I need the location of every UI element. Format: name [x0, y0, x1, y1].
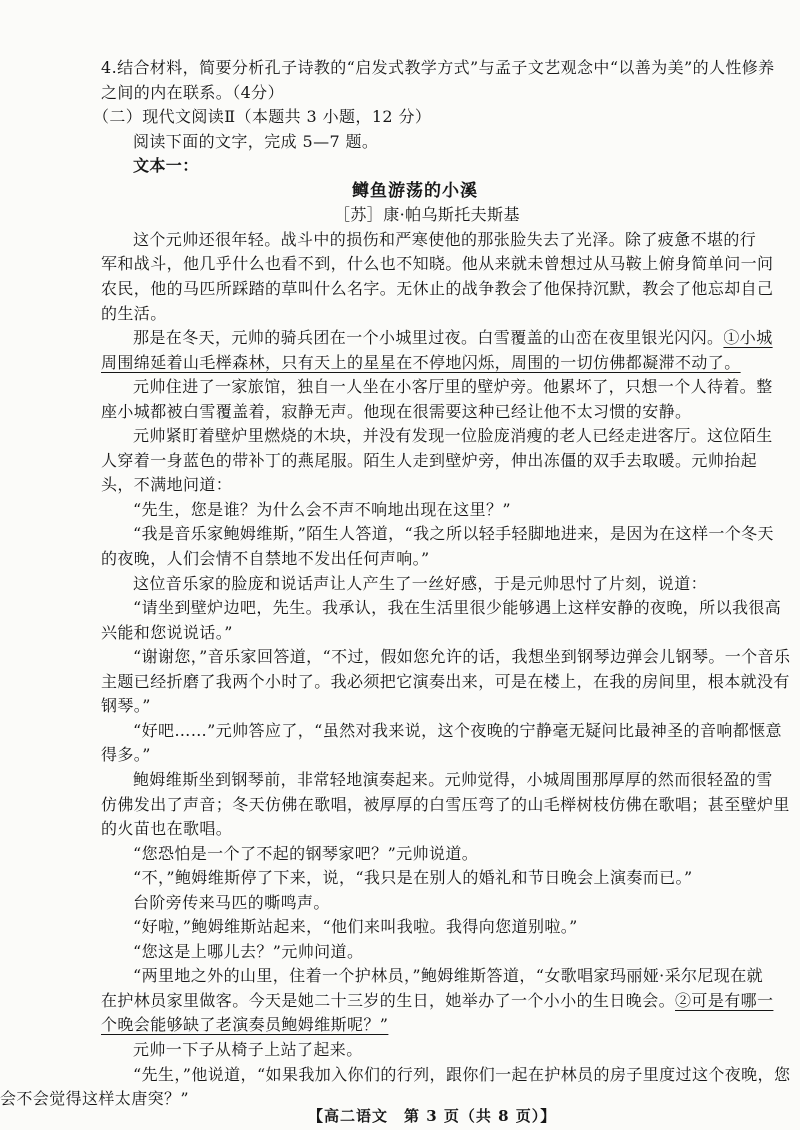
paragraph-line: 兴能和您说说话。” [101, 622, 233, 642]
paragraph-line: 座小城都被白雪覆盖着，寂静无声。他现在很需要这种已经让他不太习惯的安静。 [101, 401, 692, 421]
paragraph-line [133, 326, 773, 350]
paragraph-line: 主题已经折磨了我两个小时了。我必须把它演奏出来，可是在楼上，在我的房间里，根本就没有 [101, 671, 790, 691]
paragraph-line: 头，不满地问道： [101, 475, 233, 495]
paragraph-line [101, 989, 773, 1013]
underlined-sentence-1: ①小城 [723, 328, 773, 348]
section-heading: （二）现代文阅读Ⅱ（本题共 3 小题，12 分） [93, 107, 432, 127]
paragraph-line: 的夜晚，人们会情不自禁地不发出任何声响。” [101, 549, 430, 568]
question-4-line-2: 之间的内在联系。（4分） [101, 82, 284, 102]
paragraph-line: 人穿着一身蓝色的带补丁的燕尾服。陌生人走到壁炉旁，伸出冻僵的双手去取暖。元帅抬起 [101, 450, 758, 470]
paragraph-line: 军和战斗，他几乎什么也看不到，什么也不知晓。他从来就未曾想过从马鞍上俯身简单问一问 [101, 254, 774, 274]
reading-instruction: 阅读下面的文字，完成 5—7 题。 [133, 131, 379, 151]
paragraph-line: 元帅一下子从椅子上站了起来。 [133, 1040, 363, 1059]
paragraph-line: “先生，您是谁？为什么会不声不响地出现在这里？” [133, 499, 511, 519]
text-one-label: 文本一： [133, 156, 199, 176]
paragraph-line: 钢琴。” [101, 696, 151, 716]
article-title: 鳟鱼游荡的小溪 [352, 180, 478, 201]
paragraph-line: 这个元帅还很年轻。战斗中的损伤和严寒使他的那张脸失去了光泽。除了疲惫不堪的行 [133, 229, 757, 249]
paragraph-line: “好啦，”鲍姆维斯站起来，“他们来叫我啦。我得向您道别啦。” [133, 917, 578, 937]
paragraph-line: “不，”鲍姆维斯停了下来，说，“我只是在别人的婚礼和节日晚会上演奏而已。” [133, 868, 693, 888]
paragraph-line: 元帅住进了一家旅馆，独自一人坐在小客厅里的壁炉旁。他累坏了，只想一个人待着。整 [133, 377, 773, 397]
paragraph-line: 鲍姆维斯坐到钢琴前，非常轻地演奏起来。元帅觉得，小城周围那厚厚的然而很轻盈的雪 [133, 769, 773, 789]
paragraph-text: 那是在冬天，元帅的骑兵团在一个小城里过夜。白雪覆盖的山峦在夜里银光闪闪。 [133, 328, 724, 348]
paragraph-line: 这位音乐家的脸庞和说话声让人产生了一丝好感，于是元帅思忖了片刻，说道： [133, 573, 708, 593]
paragraph-line: “好吧……”元帅答应了，“虽然对我来说，这个夜晚的宁静毫无疑问比最神圣的音响都惬意 [133, 720, 782, 740]
underlined-sentence-2-cont: 个晚会能够缺了老演奏员鲍姆维斯呢？” [101, 1015, 389, 1035]
underlined-sentence-1-cont: 周围绵延着山毛榉森林，只有天上的星星在不停地闪烁，周围的一切仿佛都凝滞不动了。 [101, 352, 741, 372]
paragraph-line: “两里地之外的山里，住着一个护林员，”鲍姆维斯答道，“女歌唱家玛丽娅·采尔尼现在就 [133, 966, 764, 986]
paragraph-line: 仿佛发出了声音；冬天仿佛在歌唱，被厚厚的白雪压弯了的山毛榉树枝仿佛在歌唱；甚至壁炉里 [101, 794, 790, 814]
underlined-sentence-2: ②可是有哪一 [675, 990, 774, 1010]
question-4-line-1: 4.结合材料，简要分析孔子诗教的“启发式教学方式”与孟子文艺观念中“以善为美”的人性修养 [101, 58, 775, 77]
paragraph-line: “您恐怕是一个了不起的钢琴家吧？”元帅说道。 [133, 843, 479, 863]
paragraph-line: “谢谢您，”音乐家回答道，“不过，假如您允许的话，我想坐到钢琴边弹会儿钢琴。一个音乐 [133, 647, 791, 667]
article-author: ［苏］康·帕乌斯托夫斯基 [334, 205, 520, 225]
page-footer: 【高二语文 第 3 页（共 8 页）】 [308, 1107, 557, 1125]
paragraph-line: “我是音乐家鲍姆维斯，”陌生人答道，“我之所以轻手轻脚地进来，是因为在这样一个冬天 [133, 524, 774, 544]
paragraph-line: 农民，他的马匹所踩踏的草叫什么名字。无休止的战争教会了他保持沉默，教会了他忘却自己 [101, 278, 774, 298]
paragraph-line: 元帅紧盯着壁炉里燃烧的木块，并没有发现一位脸庞消瘦的老人已经走进客厅。这位陌生 [133, 426, 773, 446]
paragraph-line: 会不会觉得这样太唐突？” [0, 1089, 189, 1109]
paragraph-line: 得多。” [101, 745, 151, 765]
paragraph-line: “您这是上哪儿去？”元帅问道。 [133, 941, 364, 961]
paragraph-line: 台阶旁传来马匹的嘶鸣声。 [133, 892, 330, 912]
paragraph-line: 的生活。 [101, 303, 167, 323]
paragraph-line: 的火苗也在歌唱。 [101, 819, 233, 839]
paragraph-text: 在护林员家里做客。今天是她二十三岁的生日，她举办了一个小小的生日晚会。 [101, 990, 676, 1010]
paragraph-line: “请坐到壁炉边吧，先生。我承认，我在生活里很少能够遇上这样安静的夜晚，所以我很高 [133, 598, 782, 618]
paragraph-line: “先生，”他说道，“如果我加入你们的行列，跟你们一起在护林员的房子里度过这个夜晚，您 [133, 1064, 791, 1084]
